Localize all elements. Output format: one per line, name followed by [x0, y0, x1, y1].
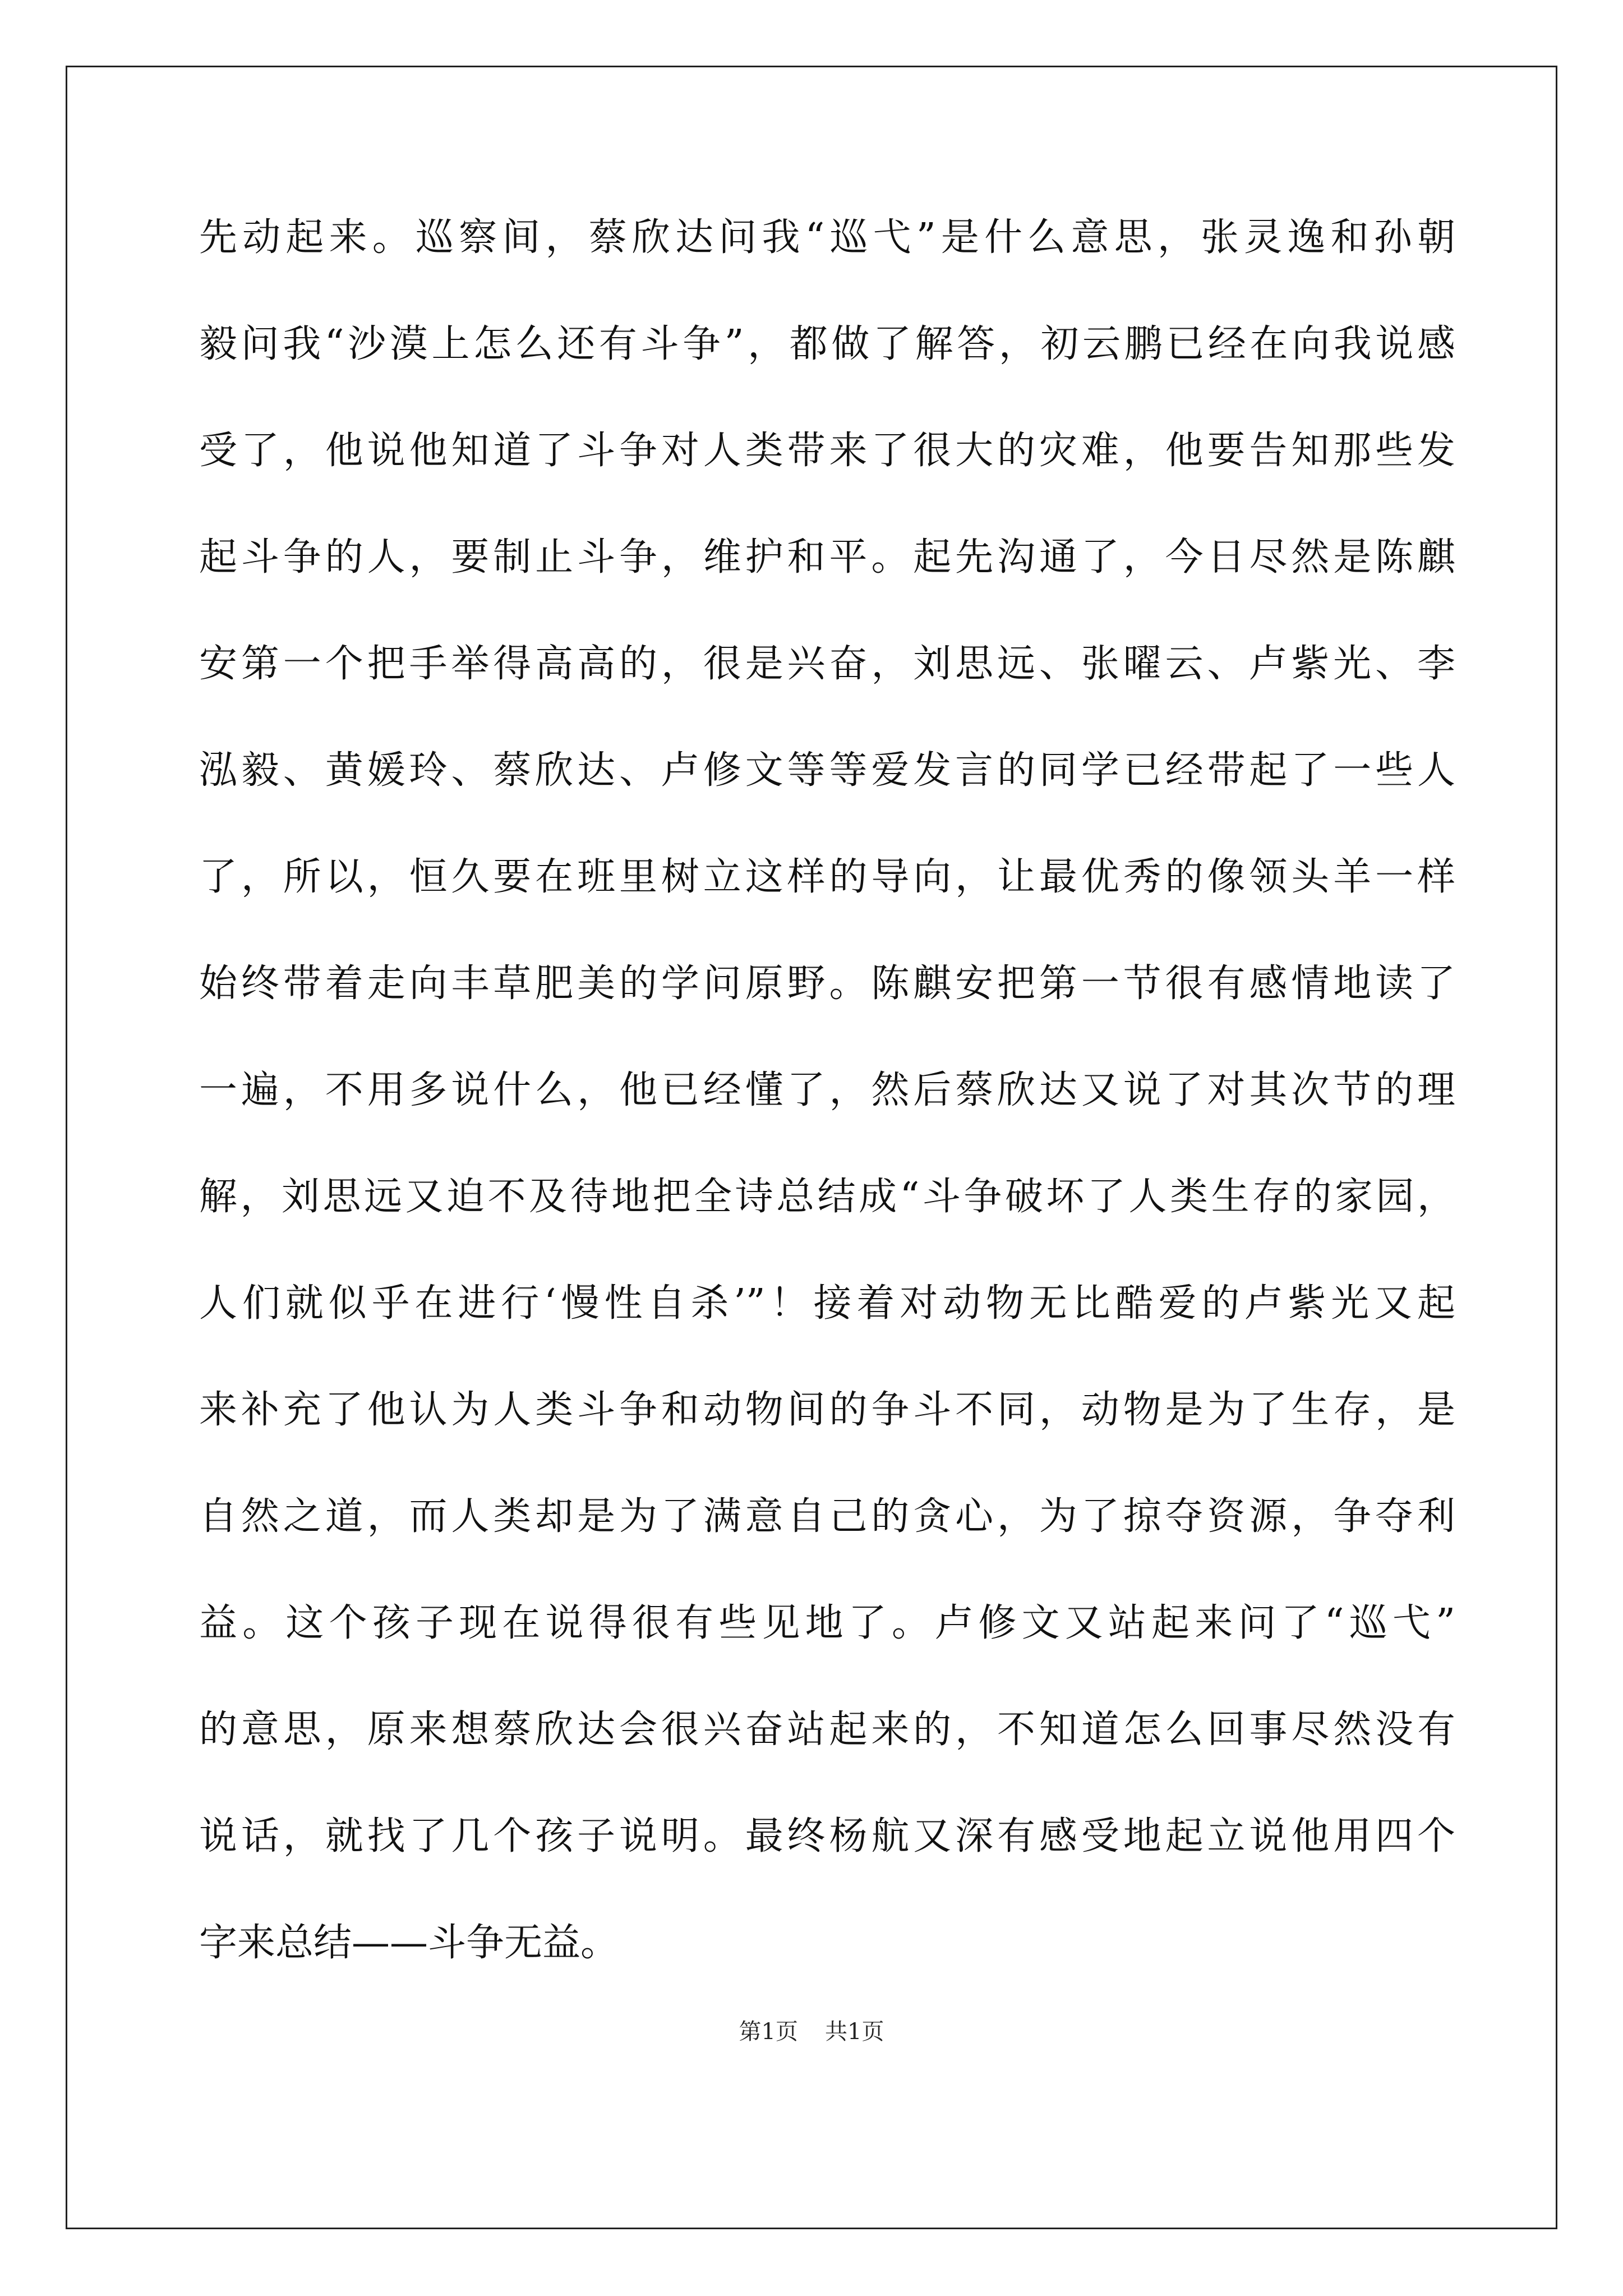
- text-line: 始终带着走向丰草肥美的学问原野。陈麒安把第一节很有感情地读了: [199, 961, 1455, 1006]
- text-line: 了，所以，恒久要在班里树立这样的导向，让最优秀的像领头羊一样: [199, 855, 1455, 899]
- page-footer: [0, 2019, 1623, 2044]
- text-line: 受了，他说他知道了斗争对人类带来了很大的灾难，他要告知那些发: [199, 429, 1455, 473]
- text-line: 先动起来。巡察间，蔡欣达问我“巡弋”是什么意思，张灵逸和孙朝: [199, 215, 1455, 260]
- document-body: [199, 215, 1455, 2031]
- text-line: 解，刘思远又迫不及待地把全诗总结成“斗争破坏了人类生存的家园，: [199, 1175, 1455, 1219]
- text-line: 的意思，原来想蔡欣达会很兴奋站起来的，不知道怎么回事尽然没有: [199, 1708, 1455, 1752]
- text-line: 字来总结——斗争无益。: [199, 1921, 619, 1965]
- text-line: 安第一个把手举得高高的，很是兴奋，刘思远、张曜云、卢紫光、李: [199, 642, 1455, 686]
- text-line: 来补充了他认为人类斗争和动物间的争斗不同，动物是为了生存，是: [199, 1388, 1455, 1432]
- text-line: 毅问我“沙漠上怎么还有斗争”，都做了解答，初云鹏已经在向我说感: [199, 322, 1455, 366]
- page-total: 共1页: [825, 2019, 884, 2045]
- text-line: 自然之道，而人类却是为了满意自己的贪心，为了掠夺资源，争夺利: [199, 1494, 1455, 1539]
- text-line: 起斗争的人，要制止斗争，维护和平。起先沟通了，今日尽然是陈麒: [199, 535, 1455, 579]
- page-number: 第1页: [739, 2019, 798, 2045]
- text-line: 说话，就找了几个孩子说明。最终杨航又深有感受地起立说他用四个: [199, 1814, 1455, 1858]
- text-line: 泓毅、黄媛玲、蔡欣达、卢修文等等爱发言的同学已经带起了一些人: [199, 748, 1455, 793]
- text-line: 人们就似乎在进行‘慢性自杀’”！接着对动物无比酷爱的卢紫光又起: [199, 1281, 1455, 1326]
- text-line: 一遍，不用多说什么，他已经懂了，然后蔡欣达又说了对其次节的理: [199, 1068, 1455, 1112]
- text-line: 益。这个孩子现在说得很有些见地了。卢修文又站起来问了“巡弋”: [199, 1601, 1455, 1645]
